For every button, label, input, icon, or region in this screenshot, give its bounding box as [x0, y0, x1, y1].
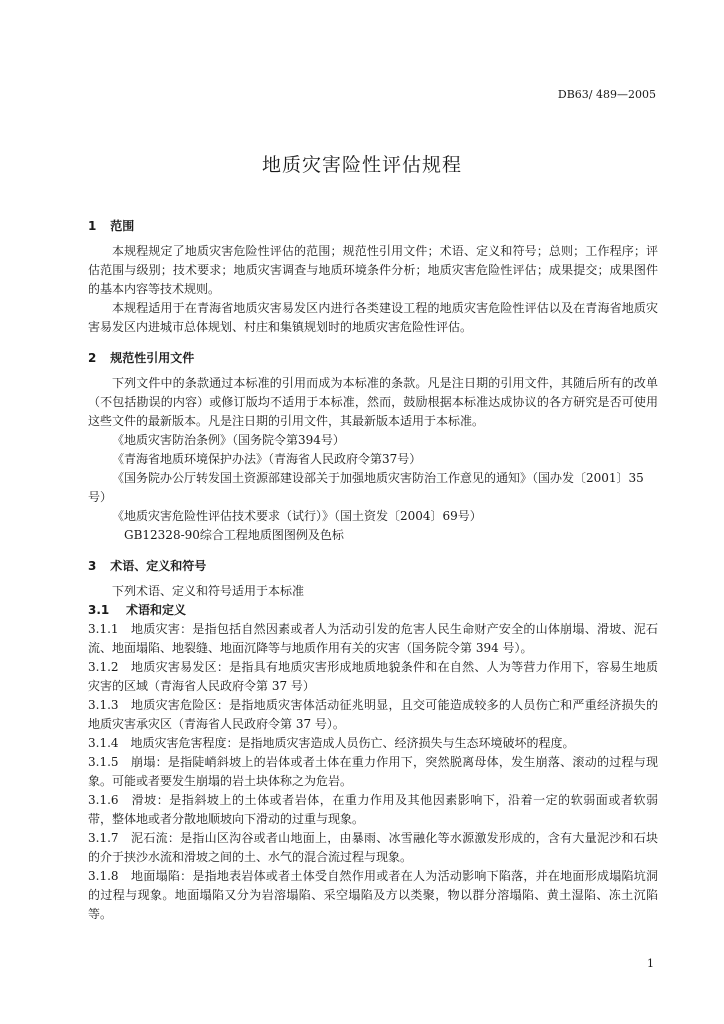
section-number: 1 [88, 219, 97, 233]
section-3-heading [88, 557, 658, 576]
paragraph: 本规程规定了地质灾害危险性评估的范围；规范性引用文件；术语、定义和符号；总则；工作程序；评估范围与级别；技术要求；地质灾害调查与地质环境条件分析；地质灾害危险性评估；成果提交；成果图件的基本内容等技术规则。 [88, 244, 658, 296]
reference-item: 《地质灾害防治条例》（国务院令第394号） [112, 433, 345, 447]
section-title: 规范性引用文件 [110, 351, 195, 365]
reference-item: GB12328-90综合工程地质图图例及色标 [124, 528, 344, 542]
term-definition: 3.1.7 泥石流：是指山区沟谷或者山地面上，由暴雨、冰雪融化等水源激发形成的，含有大量泥沙和石块的介于挟沙水流和滑坡之间的土、水气的混合流过程与现象。 [88, 831, 658, 864]
section-1-heading [88, 217, 658, 236]
page-number: 1 [647, 957, 654, 970]
section-2-heading [88, 349, 658, 368]
term-definition: 3.1.5 崩塌：是指陡峭斜坡上的岩体或者土体在重力作用下，突然脱离母体，发生崩落、滚动的过程与现象。可能或者要发生崩塌的岩土块体称之为危岩。 [88, 755, 658, 788]
section-title: 范围 [110, 219, 135, 233]
section-number: 3 [88, 559, 97, 573]
reference-item: 《国务院办公厅转发国土资源部建设部关于加强地质灾害防治工作意见的通知》（国办发〔2001〕35号） [88, 471, 644, 504]
term-definition: 3.1.3 地质灾害危险区：是指地质灾害体活动征兆明显，且交可能造成较多的人员伤亡和严重经济损失的地质灾害承灾区（青海省人民政府令第 37 号）。 [88, 698, 658, 731]
standard-code: DB63/ 489—2005 [557, 88, 656, 101]
term-definition: 3.1.8 地面塌陷：是指地表岩体或者土体受自然作用或者在人为活动影响下陷落，并在地面形成塌陷坑洞的过程与现象。地面塌陷又分为岩溶塌陷、采空塌陷及方以类聚，物以群分溶塌陷、黄土湿陷、冻土沉陷等。 [88, 869, 658, 921]
section-title: 术语、定义和符号 [110, 559, 207, 573]
subsection-title: 术语和定义 [126, 603, 187, 617]
subsection-heading [88, 601, 658, 620]
document-body [88, 205, 658, 924]
term-definition: 3.1.2 地质灾害易发区：是指具有地质灾害形成地质地貌条件和在自然、人为等营力作用下，容易生地质灾害的区域（青海省人民政府令第 37 号） [88, 660, 658, 693]
page-title: 地质灾害险性评估规程 [261, 154, 462, 176]
reference-item: 《青海省地质环境保护办法》（青海省人民政府令第37号） [112, 452, 422, 466]
paragraph: 本规程适用于在青海省地质灾害易发区内进行各类建设工程的地质灾害危险性评估以及在青海省地质灾害易发区内进城市总体规划、村庄和集镇规划时的地质灾害危险性评估。 [88, 301, 658, 334]
paragraph: 下列术语、定义和符号适用于本标准 [112, 584, 305, 598]
paragraph: 下列文件中的条款通过本标准的引用而成为本标准的条款。凡是注日期的引用文件，其随后所有的改单（不包括勘误的内容）或修订版均不适用于本标准，然而，鼓励根据本标准达成协议的各方研究是否可使用这些文件的最新版本。凡是注日期的引用文件，其最新版本适用于本标准。 [88, 376, 658, 428]
term-definition: 3.1.1 地质灾害：是指包括自然因素或者人为活动引发的危害人民生命财产安全的山体崩塌、滑坡、泥石流、地面塌陷、地裂缝、地面沉降等与地质作用有关的灾害（国务院令第 394 号）。 [88, 622, 658, 655]
subsection-number: 3.1 [88, 603, 110, 617]
reference-item: 《地质灾害危险性评估技术要求（试行）》（国土资发〔2004〕69号） [112, 509, 482, 523]
section-number: 2 [88, 351, 97, 365]
term-definition: 3.1.6 滑坡：是指斜坡上的土体或者岩体，在重力作用及其他因素影响下，沿着一定的软弱面或者软弱带，整体地或者分散地顺坡向下滑动的过重与现象。 [88, 793, 658, 826]
term-definition: 3.1.4 地质灾害危害程度：是指地质灾害造成人员伤亡、经济损失与生态环境破坏的程度。 [88, 736, 575, 750]
